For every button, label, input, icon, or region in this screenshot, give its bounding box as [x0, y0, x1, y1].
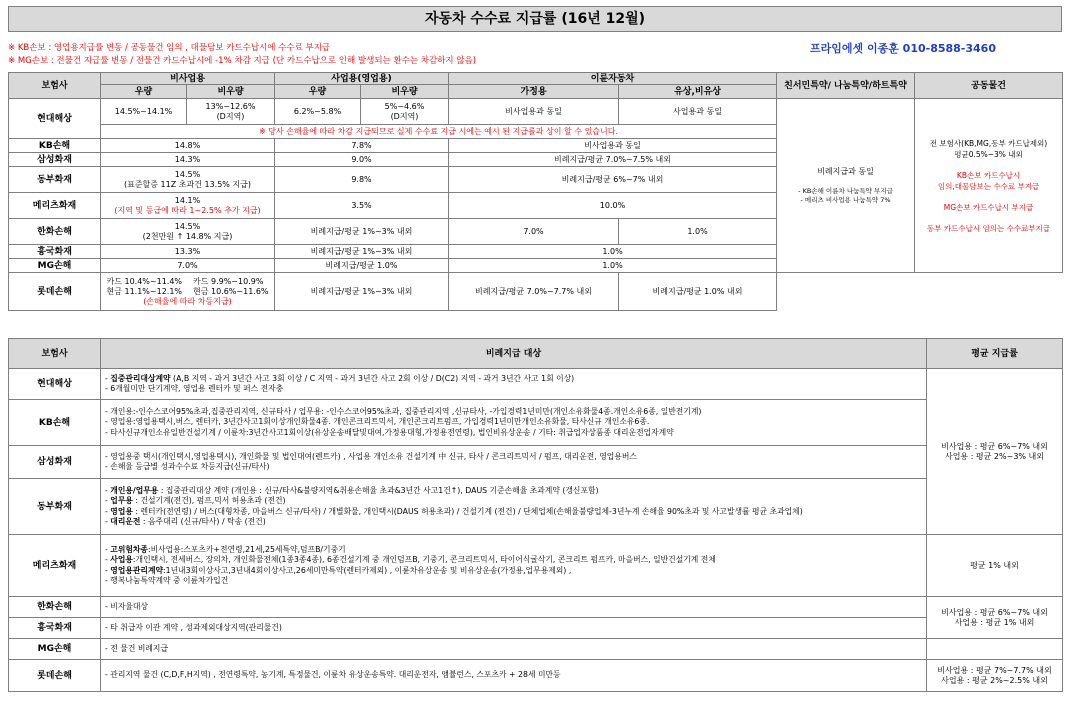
hyundai-note: ※ 당사 손해율에 따라 차감 지급되므로 실제 수수료 지급 시에는 예시 된 지급률과 상이 할 수 있습니다. — [101, 125, 777, 139]
target-list: - 비자율대상 — [101, 597, 927, 618]
rate-cell: 사업용과 동일 — [619, 99, 777, 125]
header-nonbiz: 비사업용 — [101, 73, 275, 85]
insurer-name: 현대해상 — [9, 369, 101, 400]
rate-cell: 6.2%~5.8% — [275, 99, 361, 125]
insurer-name: 삼성화재 — [9, 446, 101, 479]
insurer-name: 메리츠화재 — [9, 535, 101, 597]
rate-cell: 7.0% — [449, 219, 619, 245]
header-friendly: 친서민특약/ 나눔특약/하트특약 — [777, 73, 915, 99]
insurer-hanwha: 한화손해 — [9, 219, 101, 245]
rate-cell: 비례지급/평균 7.0%~7.7% 내외 — [449, 273, 619, 311]
rate-cell: 비사업용과 동일 — [449, 99, 619, 125]
insurer-name: 동부화재 — [9, 479, 101, 535]
avg-rate-cell: 평균 1% 내외 — [927, 535, 1063, 597]
rate-cell: 비례지급/평균 6%~7% 내외 — [449, 167, 777, 193]
rate-cell: 카드 10.4%~11.4% 현금 11.1%~12.1% 카드 9.9%~10.9% 현금 10.6%~11.6% (손해율에 따라 차등지급) — [101, 273, 275, 311]
insurer-name: 한화손해 — [9, 597, 101, 618]
header-avg: 평균 지급률 — [927, 339, 1063, 369]
rate-cell: 14.3% — [101, 153, 275, 167]
subheader-paid: 유상,비유상 — [619, 85, 777, 99]
target-list: - 개인용/업무용 : 집중관리대상 계약 (개인용 : 신규/타사&불량지역&취용손해율 초과&3년간 사고1건↑), DAUS 기준손해율 초과계약 (갱신포함) - 업무용 : 건설기계(전건), 펌프,믹서 허용초과 (전건) - 영업용 : 렌터카(전연령) / 버스(대형차종, 마을버스 신규/타사) / 개별화물, 개인택시(DAUS 허용초과) / 건설기계 (전건) / 단체업체(손해율불량업체-3년누계 손해율 90%초과 및 사고발생률 평균 초과업체) - 대리운전 : 음주대리 (신규/타사) / 탁송 (전건) — [101, 479, 927, 535]
rate-cell: 13%~12.6% (D지역) — [187, 99, 275, 125]
rate-cell: 비례지급/평균 1%~3% 내외 — [275, 219, 449, 245]
rate-cell: 비례지급/평균 1%~3% 내외 — [275, 273, 449, 311]
rate-cell: 14.5%~14.1% — [101, 99, 187, 125]
rate-cell: 14.8% — [101, 139, 275, 153]
rate-cell: 1.0% — [449, 259, 777, 273]
insurer-name: 흥국화재 — [9, 618, 101, 639]
insurer-name: 롯데손해 — [9, 660, 101, 692]
rate-cell: 9.0% — [275, 153, 449, 167]
rate-cell: 9.8% — [275, 167, 449, 193]
insurer-name: MG손해 — [9, 639, 101, 660]
avg-rate-cell: 비사업용 : 평균 7%~7.7% 내외 사업용 : 평균 2%~2.5% 내외 — [927, 660, 1063, 692]
avg-rate-cell — [927, 639, 1063, 660]
header-joint: 공동물건 — [915, 73, 1063, 99]
rate-cell: 1.0% — [619, 219, 777, 245]
rate-cell: 비례지급/평균 7.0%~7.5% 내외 — [449, 153, 777, 167]
insurer-hyundai: 현대해상 — [9, 99, 101, 139]
joint-cell: 전 보험사(KB,MG,동부 카드납제외) 평균0.5%~3% 내외 KB손보 카드수납시 임의,대물담보는 수수료 부지급 MG손보 카드수납시 부지급 동부 카드수납시 임의는 수수료부지급 — [915, 99, 1063, 273]
target-list: - 전 물건 비례지급 — [101, 639, 927, 660]
subheader-biz-good: 우량 — [275, 85, 361, 99]
rate-cell: 3.5% — [275, 193, 449, 219]
note-kb: ※ KB손보 : 영업용지급률 변동 / 공동물건 임의 , 대물담보 카드수납시에 수수료 부지급 — [8, 43, 331, 53]
avg-rate-cell: 비사업용 : 평균 6%~7% 내외 사업용 : 평균 1% 내외 — [927, 597, 1063, 639]
header-biz: 사업용(영업용) — [275, 73, 449, 85]
rate-cell: 13.3% — [101, 245, 275, 259]
friendly-cell: 비례지급과 동일 - KB손해 이륜차 나눔특약 부지급 - 메리츠 비사업용 나눔특약 7% — [777, 99, 915, 273]
target-list: - 타 취급자 이관 계약 , 성과제외대상지역(관리물건) — [101, 618, 927, 639]
agent-contact: 프라임에셋 이종훈 010-8588-3460 — [810, 42, 996, 55]
subheader-biz-bad: 비우량 — [361, 85, 449, 99]
header-target: 비례지급 대상 — [101, 339, 927, 369]
insurer-lotte: 롯데손해 — [9, 273, 101, 311]
target-list: - 고위험차종:비사업용:스포츠카+전연령,21세,25세특약,덤프B/기중기 - 사업용:개인택시, 전세버스, 장의차, 개인화물전체(1종3종4종), 6종건설기계 중 개인덤프B, 기중기, 콘크리트믹서, 타이어식굴삭기, 콘크리트 펌프카, 마을버스, 일반건설기계 전체 - 영업용관리계약:1년내3회이상사고,3년내4회이상사고,26세미만특약(렌터카제외) , 이륜차유상운송 및 비유상운송(가정용,업무용제외) , - 행복나눔특약계약 중 이륜차가입건 — [101, 535, 927, 597]
insurer-dongbu: 동부화재 — [9, 167, 101, 193]
insurer-heungkuk: 흥국화재 — [9, 245, 101, 259]
rate-cell: 14.5% (2천만원 ↑ 14.8% 지급) — [101, 219, 275, 245]
rate-cell: 비례지급/평균 1.0% — [275, 259, 449, 273]
rate-cell: 7.8% — [275, 139, 449, 153]
target-list: - 영업용중 택시(개인택시,영업용택시), 개인화물 및 법인대여(렌트카) , 사업용 개인소유 건설기계 中 신규, 타사 / 콘크리트믹서 / 펌프, 대리운전, 영업용버스 - 손해율 등급별 성과수수료 차등지급(신규/타사) — [101, 446, 927, 479]
commission-rate-table — [8, 72, 1063, 311]
target-list: - 집중관리대상계약 (A,B 지역 - 과거 3년간 사고 3회 이상 / C 지역 - 과거 3년간 사고 2회 이상 / D(C2) 지역 - 과거 3년간 사고 1회 이상) - 6개월미만 단기계약, 영업용 렌터카 및 퍼스 전자충 — [101, 369, 927, 400]
rate-cell: 14.1% (지역 및 등급에 따라 1~2.5% 추가 지급) — [101, 193, 275, 219]
target-list: - 개인용:-인수스코어95%초과,집중관리지역, 신규타사 / 업무용: -인수스코어95%초과, 집중관리지역 ,신규타사, -가입경력1년미만(개인소유화물4종.개인소유6종, 일반전기계) - 영업용:영업용택시,버스, 렌터카, 3년간사고1회이상개인화물4종. 개인콘크리트믹서, 개인콘크리트펌프, 가입경력1년미만개인소유화물, 타사신규 개인소유6종. - 타사신규개인소유일반건설기계 / 이륜차:3년간사고1회이상(유상운송배달및대여,가정용대형,가정용전연령), 법인비유상운송 / 기타: 취급업자상품종 대리운전업자계약 — [101, 400, 927, 446]
rate-cell: 14.5% (표준할증 11Z 초과건 13.5% 지급) — [101, 167, 275, 193]
header-insurer: 보험사 — [9, 339, 101, 369]
target-list: - 관리지역 물건 (C,D,F,H지역) , 전연령특약, 농기계, 특정물건, 이륜차 유상운송특약. 대리운전자, 앰뷸런스, 스포츠카 + 28세 미만등 — [101, 660, 927, 692]
rate-cell: 10.0% — [449, 193, 777, 219]
rate-cell: 비례지급/평균 1.0% 내외 — [619, 273, 777, 311]
rate-cell: 비사업용과 동일 — [449, 139, 777, 153]
header-insurer: 보험사 — [9, 73, 101, 99]
subheader-home: 가정용 — [449, 85, 619, 99]
rate-cell: 7.0% — [101, 259, 275, 273]
page-title: 자동차 수수료 지급률 (16년 12월) — [8, 6, 1062, 32]
insurer-samsung: 삼성화재 — [9, 153, 101, 167]
rate-cell: 5%~4.6% (D지역) — [361, 99, 449, 125]
insurer-mg: MG손해 — [9, 259, 101, 273]
insurer-kb: KB손해 — [9, 139, 101, 153]
rate-cell: 비례지급/평균 1%~3% 내외 — [275, 245, 449, 259]
avg-rate-cell: 비사업용 : 평균 6%~7% 내외 사업용 : 평균 2%~3% 내외 — [927, 369, 1063, 535]
insurer-meritz: 메리츠화재 — [9, 193, 101, 219]
rate-cell: 1.0% — [449, 245, 777, 259]
subheader-good: 우량 — [101, 85, 187, 99]
note-mg: ※ MG손보 : 전물건 지급률 변동 / 전물건 카드수납시에 -1% 차감 지급 (단 카드수납으로 인해 발생되는 환수는 차감하지 않음) — [8, 56, 477, 66]
subheader-bad: 비우량 — [187, 85, 275, 99]
insurer-name: KB손해 — [9, 400, 101, 446]
header-twowheel: 이륜자동차 — [449, 73, 777, 85]
proportional-target-table — [8, 338, 1063, 692]
